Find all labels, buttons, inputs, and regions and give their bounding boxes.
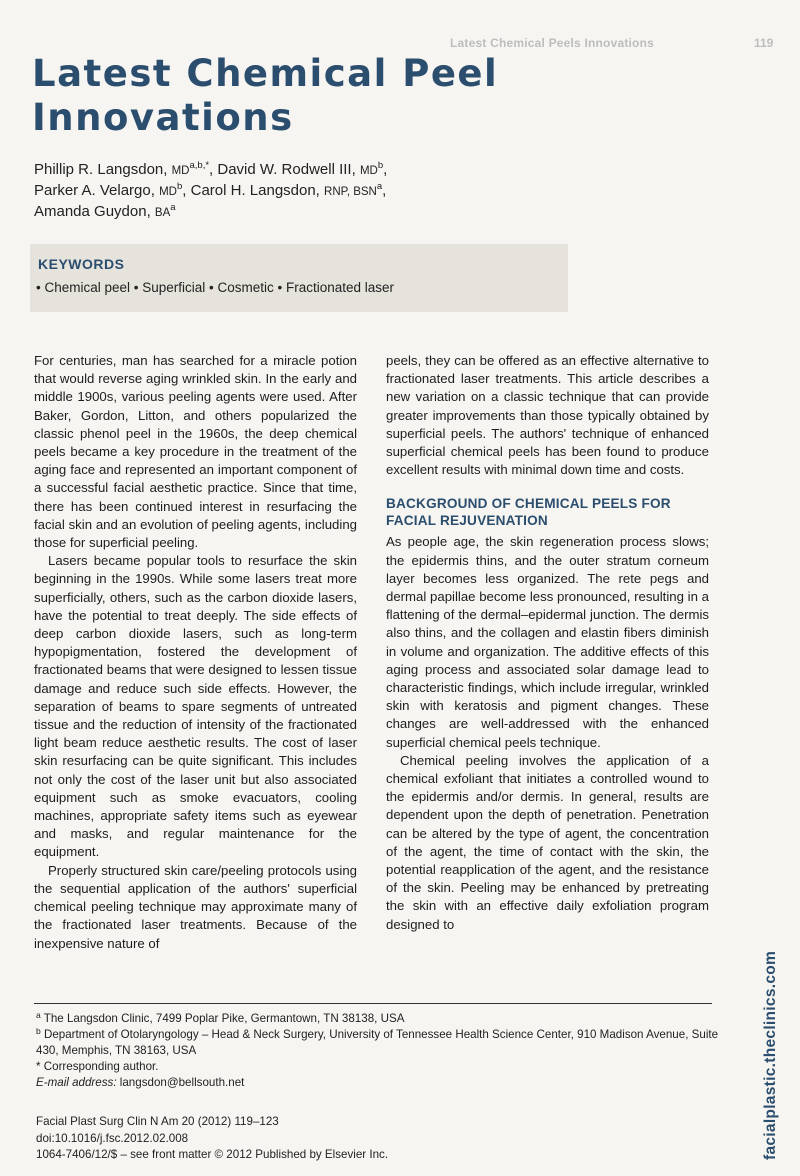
section-heading: BACKGROUND OF CHEMICAL PEELS FOR FACIAL REJUVENATION: [386, 496, 671, 529]
footnote-email: [36, 1075, 722, 1091]
body-paragraph: For centuries, man has searched for a miracle potion that would reverse aging wrinkled skin. In the early and middle 1900s, various peeling agents were used. After Baker, Gordon, Litton, and others popularized the classic phenol peel in the 1960s, the deep chemical peels became a key procedure in the treatment of the aging face and represented an important component of a successful facial aesthetic practice. Since that time, there has been continued interest in resurfacing the facial skin and an evolution of peeling agents, including those for superficial peeling.: [34, 353, 357, 551]
author-list: [34, 160, 514, 223]
citation-block: [36, 1114, 636, 1164]
keywords-heading: KEYWORDS: [38, 256, 125, 272]
body-paragraph: peels, they can be offered as an effective alternative to fractionated laser treatments. This article describes a new variation on a classic technique that can provide greater improvements than those typically obtained by superficial peels. The authors' technique of enhanced superficial chemical peels has been found to produce excellent results with minimal down time and costs.: [386, 353, 709, 478]
keywords-box: [30, 244, 568, 312]
body-column-left: [34, 352, 357, 953]
issn-copyright: 1064-7406/12/$ – see front matter © 2012 Published by Elsevier Inc.: [36, 1148, 389, 1161]
author-affiliation-marker: a: [376, 181, 383, 192]
journal-website-sidebar[interactable]: facialplastic.theclinics.com: [762, 950, 779, 1160]
body-column-right: [386, 352, 709, 934]
article-title: Latest Chemical Peel Innovations: [32, 52, 499, 139]
author-affiliation-marker: b: [176, 181, 183, 192]
footnote-marker: a: [36, 1010, 41, 1020]
footnote-text: The Langsdon Clinic, 7499 Poplar Pike, Germantown, TN 38138, USA: [43, 1012, 405, 1025]
author-degree: RNP, BSN: [324, 186, 377, 198]
author-degree: MD: [171, 165, 190, 177]
footnote-text: Department of Otolaryngology – Head & Neck Surgery, University of Tennessee Health Science Center, 910 Madison Avenue, Suite 430, Memphis, TN 38163, USA: [36, 1028, 719, 1057]
body-paragraph: Properly structured skin care/peeling protocols using the sequential application of the authors' superficial chemical peeling technique may approximate many of the fractionated laser treatments. Because of the inexpensive nature of: [34, 862, 357, 951]
author-separator: ,: [209, 161, 214, 178]
author-degree: MD: [159, 186, 177, 198]
footnote-marker: b: [36, 1026, 41, 1036]
footnote-marker: *: [36, 1060, 41, 1073]
body-paragraph: Chemical peeling involves the application of a chemical exfoliant that initiates a controlled wound to the epidermis and/or dermis. In general, results are dependent upon the depth of penetration. Penetration can be altered by the type of agent, the concentration of the agent, the time of contact with the skin, the potential reapplication of the agent, and the resistance of the skin. Peeling may be enhanced by pretreating the skin with an effective daily exfoliation program designed to: [386, 752, 709, 932]
doi[interactable]: doi:10.1016/j.fsc.2012.02.008: [36, 1131, 189, 1145]
running-header-title: Latest Chemical Peels Innovations: [450, 36, 654, 50]
footnote-corresponding: [36, 1059, 722, 1075]
body-paragraph: As people age, the skin regeneration process slows; the epidermis thins, and the outer stratum corneum layer becomes less organized. The rete pegs and dermal papillae become less pronounced, resulting in a flattening of the dermal–epidermal junction. The dermis also thins, and the collagen and elastin fibers diminish in volume and organization. The additive effects of this aging process and associated solar damage lead to characteristic findings, which include irregular, wrinkled skin with keratosis and pigment changes. These changes are well-addressed with the enhanced superficial chemical peels technique.: [386, 534, 709, 750]
author-name: David W. Rodwell III,: [217, 161, 356, 178]
email-address[interactable]: langsdon@bellsouth.net: [119, 1076, 245, 1089]
email-label: E-mail address:: [36, 1076, 117, 1089]
author-affiliation-marker: b: [377, 160, 384, 171]
author-name: Carol H. Langsdon,: [190, 182, 320, 199]
footnote-affiliation-b: [36, 1027, 722, 1059]
author-degree: MD: [359, 165, 378, 177]
keywords-list: • Chemical peel • Superficial • Cosmetic • Fractionated laser: [36, 280, 395, 295]
footnote-affiliation-a: [36, 1011, 722, 1027]
body-paragraph: Lasers became popular tools to resurface the skin beginning in the 1990s. While some lasers treat more superficially, others, such as the carbon dioxide lasers, have the potential to treat deeply. The side effects of deep carbon dioxide lasers, such as long-term hypopigmentation, fostered the development of fractionated beams that were designed to lessen tissue damage and reduce such side effects. However, the separation of beams to spare segments of untreated tissue and the reduction of intensity of the fractionated light beam reduce aesthetic results. The cost of laser skin resurfacing can be quite significant. This includes not only the cost of the laser unit but also associated equipment such as smoke evacuators, cooling machines, appropriate safety items such as eyewear and masks, and regular maintenance for the equipment.: [34, 553, 357, 860]
author-affiliation-marker: a,b,*: [189, 160, 210, 171]
footnotes: [36, 1011, 722, 1091]
author-separator: ,: [383, 161, 388, 178]
author-affiliation-marker: a: [170, 202, 176, 213]
author-name: Phillip R. Langsdon,: [34, 161, 168, 178]
author-name: Parker A. Velargo,: [34, 182, 155, 199]
author-name: Amanda Guydon,: [34, 203, 151, 220]
running-header-page-number: 119: [754, 36, 774, 50]
author-degree: BA: [154, 207, 171, 219]
journal-citation: Facial Plast Surg Clin N Am 20 (2012) 119–123: [36, 1115, 279, 1128]
footnote-text: Corresponding author.: [43, 1060, 159, 1073]
author-separator: ,: [382, 182, 387, 199]
footnote-divider: [34, 1003, 712, 1004]
author-separator: ,: [182, 182, 187, 199]
